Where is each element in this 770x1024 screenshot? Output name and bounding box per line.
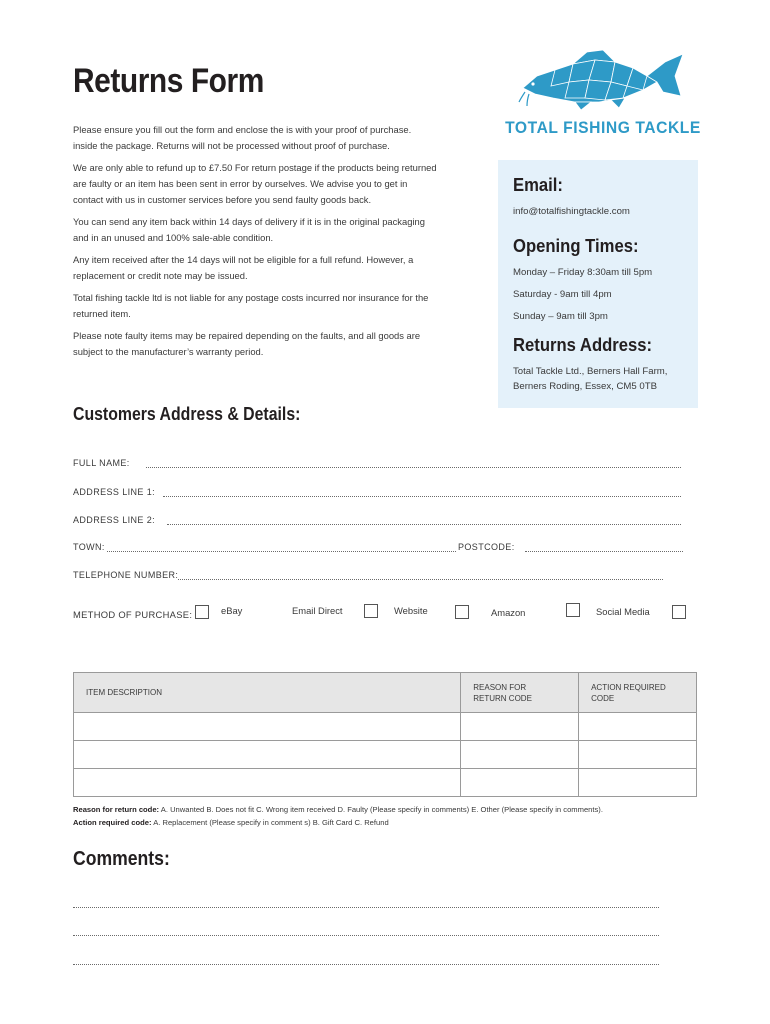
returns-address-heading: Returns Address:: [513, 334, 653, 355]
table-row: [74, 741, 697, 769]
item-description-cell[interactable]: [74, 713, 461, 741]
postcode-input[interactable]: [525, 542, 683, 552]
comment-line-input[interactable]: [73, 907, 659, 908]
contact-info-box: [498, 160, 698, 408]
company-logo: [497, 48, 699, 143]
amazon-checkbox[interactable]: [566, 603, 580, 617]
town-input[interactable]: [107, 542, 456, 552]
logo-text: TOTAL FISHING TACKLE: [505, 118, 701, 137]
comment-line-input[interactable]: [73, 964, 659, 965]
ebay-checkbox[interactable]: [195, 605, 209, 619]
social-media-checkbox[interactable]: [672, 605, 686, 619]
code-legend: [73, 803, 603, 829]
email-address: info@totalfishingtackle.com: [513, 206, 630, 217]
reason-code-cell[interactable]: [461, 741, 579, 769]
item-description-cell[interactable]: [74, 769, 461, 797]
reason-code-cell[interactable]: [461, 713, 579, 741]
telephone-field: [73, 566, 663, 580]
address-line-1-input[interactable]: [163, 487, 681, 497]
action-code-header: [579, 673, 697, 713]
town-field: [73, 538, 456, 552]
reason-code-header-line: RETURN CODE: [473, 693, 532, 703]
email-direct-option-label: Email Direct: [292, 605, 343, 616]
town-label: TOWN:: [73, 542, 105, 552]
intro-paragraph: You can send any item back within 14 days of delivery if it is in the original packaging and in an unused and 100% sale-able condition.: [73, 216, 425, 243]
opening-times-list: [513, 265, 683, 324]
email-heading: Email:: [513, 174, 563, 195]
address-line-1-label: ADDRESS LINE 1:: [73, 487, 156, 497]
intro-paragraph: Please note faulty items may be repaired depending on the faults, and all goods are subject to the manufacturer’s warranty period.: [73, 330, 421, 357]
table-header-row: [74, 673, 697, 713]
website-checkbox[interactable]: [455, 605, 469, 619]
telephone-label: TELEPHONE NUMBER:: [73, 570, 179, 580]
reason-code-header-line: REASON FOR: [473, 682, 527, 692]
full-name-label: FULL NAME:: [73, 458, 130, 468]
action-code-legend: [73, 816, 603, 829]
email-direct-checkbox[interactable]: [364, 604, 378, 618]
page-title: Returns Form: [73, 62, 264, 100]
social-media-option-label: Social Media: [596, 606, 650, 617]
reason-code-legend-values: A. Unwanted B. Does not fit C. Wrong item received D. Faulty (Please specify in comments) E. Other (Please specify in comments).: [160, 805, 603, 814]
table-row: [74, 713, 697, 741]
opening-time: Sunday – 9am till 3pm: [513, 311, 608, 322]
method-of-purchase-row: [73, 603, 693, 623]
postcode-label: POSTCODE:: [458, 542, 515, 552]
item-description-cell[interactable]: [74, 741, 461, 769]
reason-code-legend-label: Reason for return code:: [73, 805, 160, 814]
amazon-option-label: Amazon: [491, 607, 526, 618]
action-code-header-line: CODE: [591, 693, 615, 703]
website-option-label: Website: [394, 605, 428, 616]
action-code-legend-values: A. Replacement (Please specify in comment s) B. Gift Card C. Refund: [153, 818, 389, 827]
intro-paragraph: Please ensure you fill out the form and enclose the is with your proof of purchase. inside the package. Returns will not be processed without proof of purchase.: [73, 124, 412, 151]
customer-details-heading: Customers Address & Details:: [73, 404, 301, 424]
comments-heading: Comments:: [73, 848, 170, 870]
ebay-option-label: eBay: [221, 605, 243, 616]
opening-times-heading: Opening Times:: [513, 235, 639, 256]
action-code-cell[interactable]: [579, 741, 697, 769]
address-line-2-field: [73, 511, 681, 525]
address-line-1-field: [73, 483, 681, 497]
reason-code-legend: [73, 803, 603, 816]
telephone-input[interactable]: [178, 570, 663, 580]
item-description-header: ITEM DESCRIPTION: [74, 673, 461, 713]
method-of-purchase-label: METHOD OF PURCHASE:: [73, 609, 193, 620]
reason-code-cell[interactable]: [461, 769, 579, 797]
intro-paragraph: Any item received after the 14 days will not be eligible for a full refund. However, a replacement or credit note may be issued.: [73, 254, 414, 281]
reason-code-header: [461, 673, 579, 713]
table-row: [74, 769, 697, 797]
comment-line-input[interactable]: [73, 935, 659, 936]
address-line-2-label: ADDRESS LINE 2:: [73, 515, 156, 525]
action-code-cell[interactable]: [579, 713, 697, 741]
intro-paragraph: Total fishing tackle ltd is not liable for any postage costs incurred nor insurance for the returned item.: [73, 292, 429, 319]
intro-text: [73, 122, 438, 366]
action-code-cell[interactable]: [579, 769, 697, 797]
carp-fish-icon: [515, 48, 685, 112]
returns-address-line: Total Tackle Ltd., Berners Hall Farm,: [513, 366, 668, 377]
action-code-header-line: ACTION REQUIRED: [591, 682, 666, 692]
address-line-2-input[interactable]: [167, 515, 681, 525]
full-name-input[interactable]: [146, 458, 681, 468]
returns-address-line: Berners Roding, Essex, CM5 0TB: [513, 381, 657, 392]
opening-time: Monday – Friday 8:30am till 5pm: [513, 267, 653, 278]
action-code-legend-label: Action required code:: [73, 818, 152, 827]
return-items-table: [73, 672, 697, 797]
full-name-field: [73, 454, 681, 468]
postcode-field: [458, 538, 683, 552]
intro-paragraph: We are only able to refund up to £7.50 For return postage if the products being returned are faulty or an item has been sent in error by ourselves. We advise you to get in contact with us in customer services before you send faulty goods back.: [73, 162, 437, 205]
opening-time: Saturday - 9am till 4pm: [513, 289, 612, 300]
